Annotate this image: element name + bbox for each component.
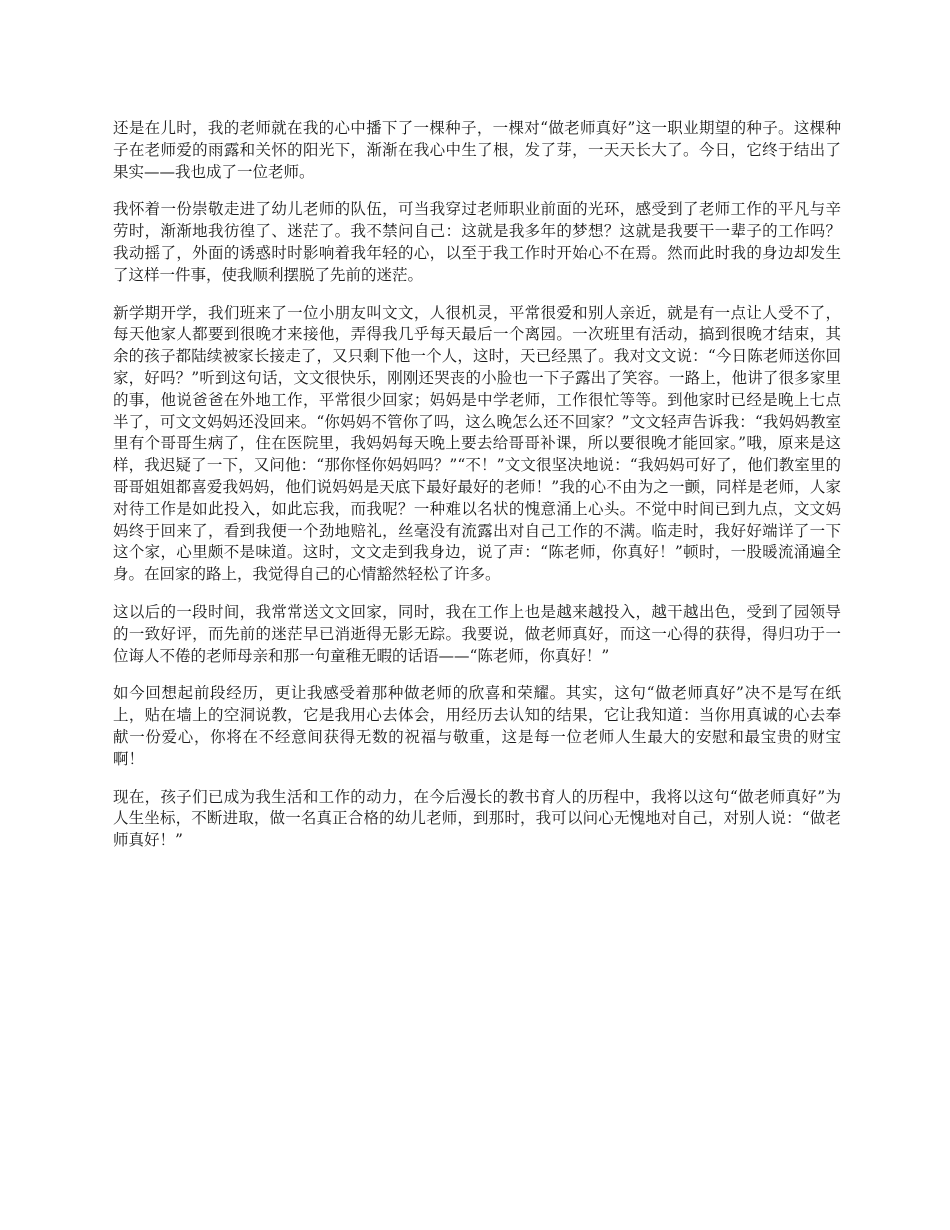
paragraph-6: 现在，孩子们已成为我生活和工作的动力，在今后漫长的教书育人的历程中，我将以这句“做老师真好”为人生坐标，不断进取，做一名真正合格的幼儿老师，到那时，我可以问心无愧地对自己，对别人说：“做老师真好！” [113, 787, 841, 850]
paragraph-5: 如今回想起前段经历，更让我感受着那种做老师的欣喜和荣耀。其实，这句“做老师真好”决不是写在纸上，贴在墙上的空洞说教，它是我用心去体会，用经历去认知的结果，它让我知道：当你用真诚的心去奉献一份爱心，你将在不经意间获得无数的祝福与敬重，这是每一位老师人生最大的安慰和最宝贵的财宝啊！ [113, 684, 841, 768]
paragraph-2: 我怀着一份崇敬走进了幼儿老师的队伍，可当我穿过老师职业前面的光环，感受到了老师工作的平凡与辛劳时，渐渐地我彷徨了、迷茫了。我不禁问自己：这就是我多年的梦想？这就是我要干一辈子的工作吗？我动摇了，外面的诱惑时时影响着我年轻的心，以至于我工作时开始心不在焉。然而此时我的身边却发生了这样一件事，使我顺利摆脱了先前的迷茫。 [113, 200, 841, 284]
paragraph-4: 这以后的一段时间，我常常送文文回家，同时，我在工作上也是越来越投入，越干越出色，受到了园领导的一致好评，而先前的迷茫早已消逝得无影无踪。我要说，做老师真好，而这一心得的获得，得归功于一位诲人不倦的老师母亲和那一句童稚无暇的话语——“陈老师，你真好！” [113, 602, 841, 665]
paragraph-3: 新学期开学，我们班来了一位小朋友叫文文，人很机灵，平常很爱和别人亲近，就是有一点让人受不了，每天他家人都要到很晚才来接他，弄得我几乎每天最后一个离园。一次班里有活动，搞到很晚才结束，其余的孩子都陆续被家长接走了，又只剩下他一个人，这时，天已经黑了。我对文文说：“今日陈老师送你回家，好吗？”听到这句话，文文很快乐，刚刚还哭丧的小脸也一下子露出了笑容。一路上，他讲了很多家里的事，他说爸爸在外地工作，平常很少回家；妈妈是中学老师，工作很忙等等。到他家时已经是晚上七点半了，可文文妈妈还没回来。“你妈妈不管你了吗，这么晚怎么还不回家？”文文轻声告诉我：“我妈妈教室里有个哥哥生病了，住在医院里，我妈妈每天晚上要去给哥哥补课，所以要很晚才能回家。”哦，原来是这样，我迟疑了一下，又问他：“那你怪你妈妈吗？”“不！”文文很坚决地说：“我妈妈可好了，他们教室里的哥哥姐姐都喜爱我妈妈，他们说妈妈是天底下最好最好的老师！”我的心不由为之一颤，同样是老师，人家对待工作是如此投入，如此忘我，而我呢？一种难以名状的愧意涌上心头。不觉中时间已到九点，文文妈妈终于回来了，看到我便一个劲地赔礼，丝毫没有流露出对自己工作的不满。临走时，我好好端详了一下这个家，心里颇不是味道。这时，文文走到我身边，说了声：“陈老师，你真好！”顿时，一股暖流涌遍全身。在回家的路上，我觉得自己的心情豁然轻松了许多。 [113, 303, 841, 584]
document-body [113, 118, 841, 868]
paragraph-1: 还是在儿时，我的老师就在我的心中播下了一棵种子，一棵对“做老师真好”这一职业期望的种子。这棵种子在老师爱的雨露和关怀的阳光下，渐渐在我心中生了根，发了芽，一天天长大了。今日，它终于结出了果实——我也成了一位老师。 [113, 119, 841, 181]
